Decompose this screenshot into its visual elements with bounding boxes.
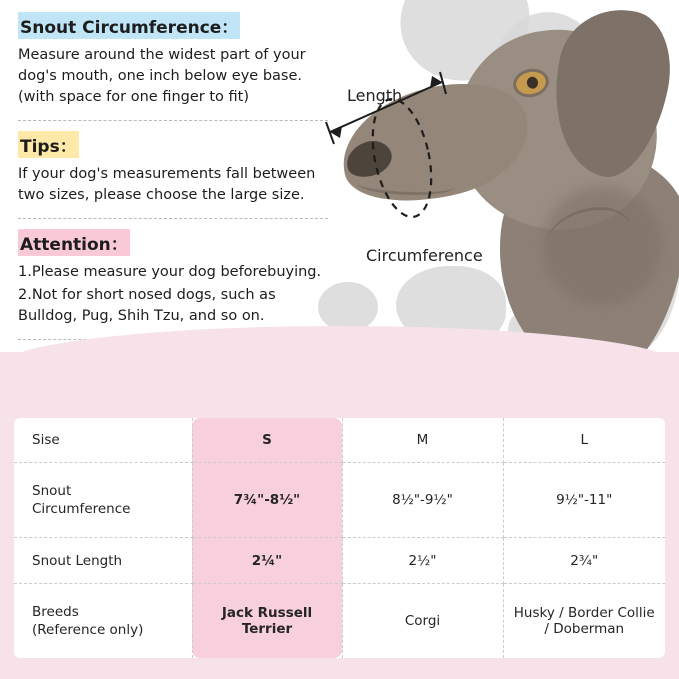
cell-breeds-s: Jack Russell Terrier [192, 583, 342, 658]
section-body-snout-circumference: Measure around the widest part of your dog's mouth, one inch below eye base. (with space for one finger to fit) [18, 47, 306, 106]
divider [18, 120, 328, 121]
row-label-line-1: Snout [32, 482, 72, 499]
cell-length-s: 2¼" [192, 538, 342, 583]
row-label-line-2: Circumference [32, 501, 131, 518]
attention-line-1: 1.Please measure your dog beforebuying. [18, 264, 322, 281]
attention-line-2: 2.Not for short nosed dogs, such as Bulldog, Pug, Shih Tzu, and so on. [18, 287, 276, 325]
section-snout-circumference [18, 12, 328, 108]
section-title-tips: Tips： [18, 131, 79, 158]
row-label-line-1: Breeds [32, 603, 79, 620]
row-label-line-2: (Reference only) [32, 621, 144, 638]
cell-length-m: 2½" [342, 538, 503, 583]
divider [18, 218, 328, 219]
row-label-breeds [14, 583, 192, 658]
circumference-label: Circumference [366, 246, 483, 265]
measurement-overlay-icon [300, 60, 530, 260]
table-header-l: L [503, 418, 665, 462]
length-label: Length [347, 86, 403, 105]
section-tips [18, 131, 328, 206]
cell-circumference-m: 8½"-9½" [342, 462, 503, 538]
table-header-m: M [342, 418, 503, 462]
instructions-column [18, 12, 328, 350]
cell-circumference-l: 9½"-11" [503, 462, 665, 538]
table-row [14, 583, 665, 658]
table-header-size: Sise [14, 418, 192, 462]
table-header-s: S [192, 418, 342, 462]
section-body-tips: If your dog's measurements fall between two sizes, please choose the large size. [18, 166, 316, 204]
row-label-snout-length: Snout Length [14, 538, 192, 583]
table-row [14, 538, 665, 583]
size-chart-table [14, 418, 665, 658]
cell-breeds-l: Husky / Border Collie / Doberman [513, 604, 655, 637]
row-label-snout-circumference [14, 462, 192, 538]
section-title-snout-circumference: Snout Circumference： [18, 12, 240, 39]
cell-length-l: 2¾" [503, 538, 665, 583]
cell-circumference-s: 7¾"-8½" [192, 462, 342, 538]
section-attention [18, 229, 328, 327]
table-row-header [14, 418, 665, 462]
table-row [14, 462, 665, 538]
size-chart-card [14, 418, 665, 658]
cell-breeds-m: Corgi [342, 583, 503, 658]
section-title-attention: Attention： [18, 229, 130, 256]
